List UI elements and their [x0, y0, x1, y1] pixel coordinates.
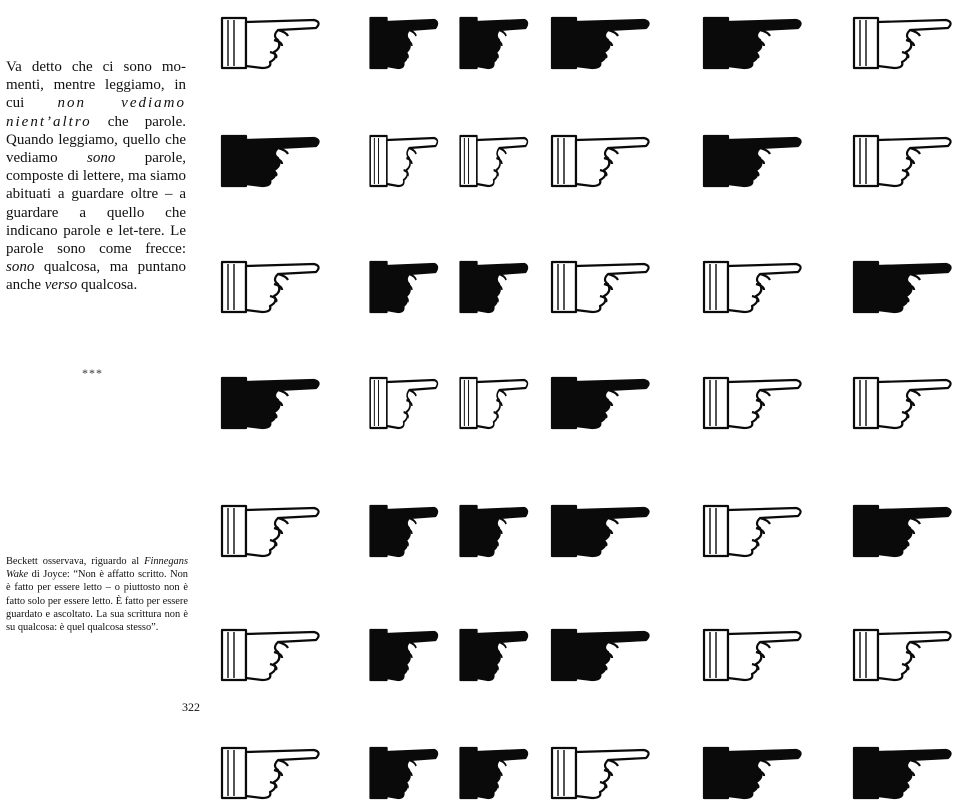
pointing-hand-icon — [698, 496, 810, 562]
pointing-hand-icon — [366, 252, 444, 318]
pointing-hand-icon — [366, 8, 444, 74]
pointing-hand-icon — [216, 252, 328, 318]
main-text-part: qualcosa, ma puntano anche — [6, 259, 186, 294]
pointing-hand-icon — [546, 496, 658, 562]
pointing-hand-icon — [216, 620, 328, 686]
main-text-part: che parole. Quando leggiamo, quello che vediamo — [6, 113, 186, 167]
side-note — [6, 555, 188, 634]
main-paragraph — [6, 58, 186, 295]
note-text-italic: Finnegans Wake — [6, 556, 188, 581]
pointing-hand-icon — [366, 738, 444, 804]
main-text-part: Va detto che ci sono mo-menti, mentre leggiamo, in cui — [6, 59, 186, 112]
page-gutter — [444, 0, 456, 755]
pointing-hand-icon — [546, 252, 658, 318]
pointing-hand-icon — [698, 738, 810, 804]
pointing-hand-icon — [456, 8, 534, 74]
pointing-hand-icon — [698, 368, 810, 434]
main-text-italic: sono — [87, 150, 116, 167]
pointing-hand-icon — [546, 8, 658, 74]
pointing-hand-icon — [366, 368, 444, 434]
pointing-hand-icon — [456, 252, 534, 318]
main-text-italic: verso — [44, 277, 78, 294]
pointing-hand-icon — [456, 126, 534, 192]
pointing-hand-icon — [216, 738, 328, 804]
section-separator: *** — [82, 366, 103, 380]
pointing-hand-icon — [216, 496, 328, 562]
pointing-hand-icon — [546, 368, 658, 434]
pointing-hand-icon — [848, 368, 960, 434]
pointing-hand-icon — [216, 368, 328, 434]
pointing-hand-icon — [456, 738, 534, 804]
pointing-hand-icon — [698, 126, 810, 192]
main-text-italic: non vediamo nient’altro — [6, 95, 186, 130]
pointing-hand-icon — [456, 496, 534, 562]
pointing-hand-icon — [456, 368, 534, 434]
main-text-italic: sono — [6, 259, 35, 276]
pointing-hand-icon — [546, 738, 658, 804]
pointing-hand-icon — [698, 620, 810, 686]
pointing-hand-icon — [848, 8, 960, 74]
page-number: 322 — [182, 700, 200, 714]
pointing-hand-icon — [848, 496, 960, 562]
pointing-hand-icon — [848, 620, 960, 686]
pointing-hand-icon — [698, 8, 810, 74]
pointing-hand-icon — [216, 8, 328, 74]
pointing-hand-icon — [216, 126, 328, 192]
note-text-part: Beckett osservava, riguardo al — [6, 556, 145, 567]
pointing-hand-icon — [546, 126, 658, 192]
pointing-hand-icon — [848, 252, 960, 318]
pointing-hand-icon — [366, 496, 444, 562]
pointing-hand-icon — [366, 620, 444, 686]
pointing-hand-icon — [848, 126, 960, 192]
pointing-hand-icon — [848, 738, 960, 804]
pointing-hand-icon — [366, 126, 444, 192]
pointing-hand-icon — [698, 252, 810, 318]
main-text-part: qualcosa. — [77, 277, 138, 294]
note-text-part: di Joyce: “Non è affatto scritto. Non è fatto per essere letto – o piuttosto non è fatto solo per essere letto. È fatto per essere guardato e ascoltato. La sua scrittura non è su qualcosa: è quel qualcosa stesso”. — [6, 569, 188, 634]
pointing-hand-icon — [546, 620, 658, 686]
pointing-hand-icon — [456, 620, 534, 686]
main-text-part: parole, composte di lettere, ma siamo abituati a guardare oltre – a guardare a quello che indicano parole e let-tere. Le parole sono come frecce: — [6, 150, 187, 258]
